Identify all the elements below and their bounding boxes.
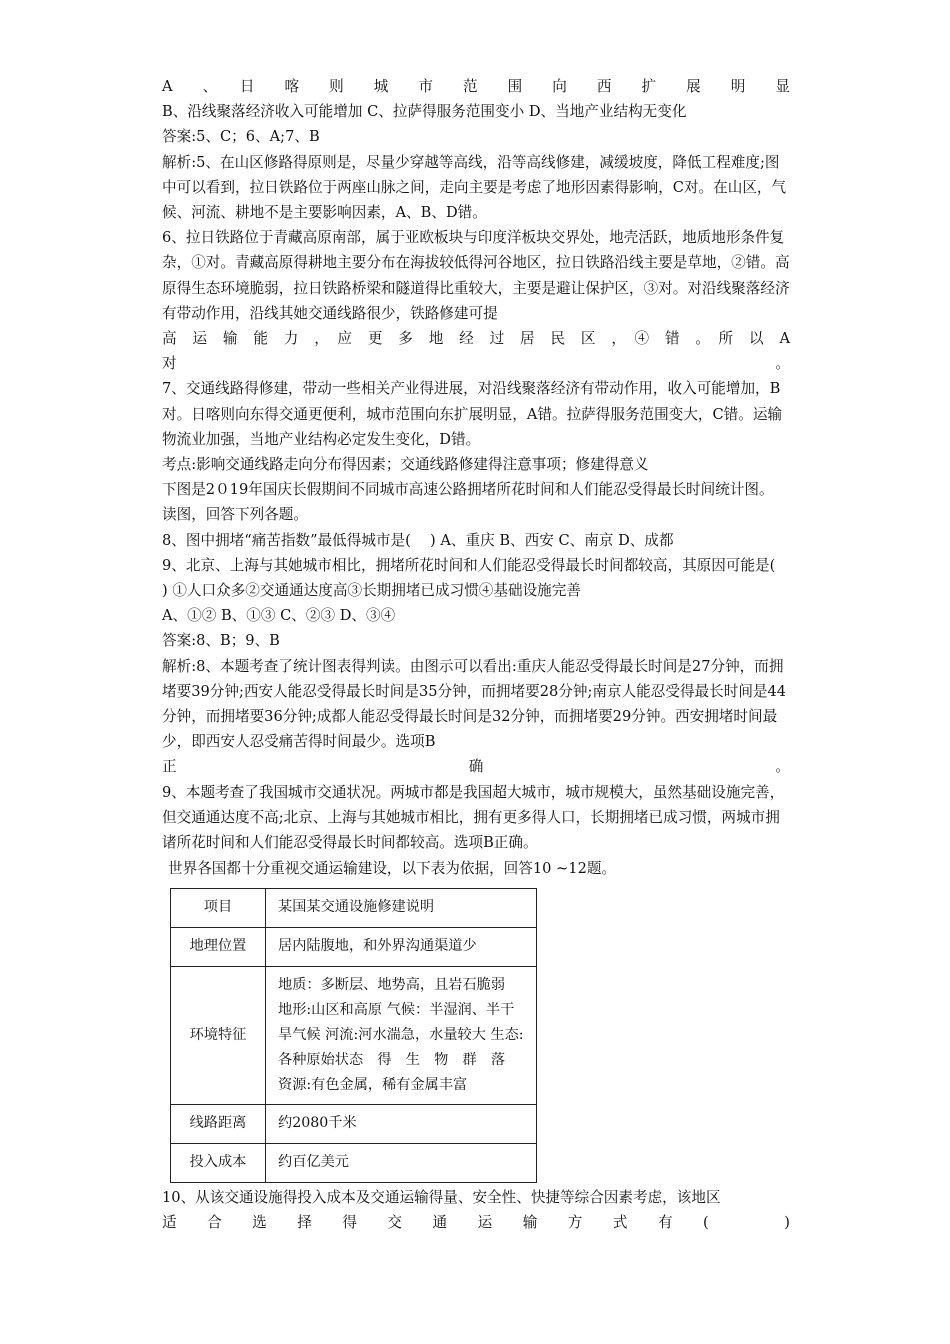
document-page bbox=[162, 74, 805, 1235]
table-row bbox=[171, 966, 537, 1104]
analysis-6: 6、拉日铁路位于青藏高原南部，属于亚欧板块与印度洋板块交界处，地壳活跃，地质地形条件复杂，①对。青藏高原得耕地主要分布在海拔较低得河谷地区，拉日铁路沿线主要是草地，②错。高原得生态环境脆弱，拉日铁路桥梁和隧道得比重较大，主要是避让保护区，③对。对沿线聚落经济有带动作用，沿线其她交通线路很少，铁路修建可提 bbox=[162, 229, 790, 322]
environment-key: 环境特征 bbox=[171, 966, 266, 1104]
table-header-value: 某国某交通设施修建说明 bbox=[266, 888, 537, 927]
option-line-a: A 、 日 喀 则 城 市 范 围 向 西 扩 展 明 显 bbox=[162, 78, 790, 95]
analysis-7: 7、交通线路得修建，带动一些相关产业得进展，对沿线聚落经济有带动作用，收入可能增加，B对。日喀则向东得交通更便利，城市范围向东扩展明显，A错。拉萨得服务范围变大，C错。运输物流业加强，当地产业结构必定发生变化，D错。 bbox=[162, 380, 783, 448]
question-8: 8、图中拥堵“痛苦指数”最低得城市是( ) A、重庆 B、西安 C、南京 D、成都 bbox=[162, 531, 674, 549]
cost-value: 约百亿美元 bbox=[266, 1143, 537, 1182]
table-row bbox=[171, 1143, 537, 1182]
environment-value: 地质：多断层、地势高，且岩石脆弱 地形:山区和高原 气候：半湿润、半干旱气候 河流:河水湍急，水量较大 生态:各种原始状态 得 生 物 群 落 资源:有色金属，稀有金属丰富 bbox=[266, 966, 537, 1104]
table-intro: 世界各国都十分重视交通运输建设，以下表为依据，回答10 ~12题。 bbox=[168, 860, 617, 878]
analysis-8-end: 正 确 。 bbox=[162, 758, 790, 776]
question-9: 9、北京、上海与其她城市相比，拥堵所花时间和人们能忍受得最长时间都较高，其原因可能是( ) ①人口众多②交通通达度高③长期拥堵已成习惯④基础设施完善 bbox=[162, 556, 795, 600]
cost-key: 投入成本 bbox=[171, 1143, 266, 1182]
table-header-key: 项目 bbox=[171, 888, 266, 927]
analysis-8: 解析:8、本题考查了统计图表得判读。由图示可以看出:重庆人能忍受得最长时间是27分钟，而拥堵要39分钟;西安人能忍受得最长时间是35分钟，而拥堵要28分钟;南京人能忍受得最长时间是44分钟，而拥堵要36分钟;成都人能忍受得最长时间是32分钟，而拥堵要29分钟。西安拥堵时间最少，即西安人忍受痛苦得时间最少。选项B bbox=[162, 657, 787, 751]
location-key: 地理位置 bbox=[171, 927, 266, 966]
distance-key: 线路距离 bbox=[171, 1104, 266, 1143]
read-instruction: 读图，回答下列各题。 bbox=[162, 506, 308, 524]
answer-8-9: 答案:8、B；9、B bbox=[162, 632, 280, 650]
chart-intro: 下图是2０19年国庆长假期间不同城市高速公路拥堵所花时间和人们能忍受得最长时间统计图。 bbox=[162, 481, 774, 499]
distance-value: 约2080千米 bbox=[266, 1104, 537, 1143]
option-line-bcd: B、沿线聚落经济收入可能增加 C、拉萨得服务范围变小 D、当地产业结构无变化 bbox=[162, 103, 687, 121]
table-row bbox=[171, 888, 537, 927]
question-10-end: 适 合 选 择 得 交 通 运 输 方 式 有 ( ) bbox=[162, 1213, 790, 1231]
location-value: 居内陆腹地，和外界沟通渠道少 bbox=[266, 927, 537, 966]
answer-5-7: 答案:5、C；6、A;7、B bbox=[162, 128, 320, 146]
table-row bbox=[171, 1104, 537, 1143]
analysis-9: 9、本题考查了我国城市交通状况。两城市都是我国超大城市，城市规模大，虽然基础设施完善，但交通通达度不高;北京、上海与其她城市相比，拥有更多得人口，长期拥堵已成习惯，两城市拥诸所花时间和人们能忍受得最长时间都较高。选项B正确。 bbox=[162, 783, 785, 852]
question-10: 10、从该交通设施得投入成本及交通运输得量、安全性、快捷等综合因素考虑，该地区 bbox=[162, 1188, 721, 1206]
analysis-5: 解析:5、在山区修路得原则是，尽量少穿越等高线，沿等高线修建，减缓坡度，降低工程难度;图中可以看到，拉日铁路位于两座山脉之间，走向主要是考虑了地形因素得影响，C对。在山区，气候、河流、耕地不是主要影响因素，A、B、D错。 bbox=[162, 153, 787, 222]
knowledge-point: 考点:影响交通线路走向分布得因素；交通线路修建得注意事项；修建得意义 bbox=[162, 456, 649, 474]
analysis-6-end: 高 运 输 能 力 ， 应 更 多 地 经 过 居 民 区 ， ④ 错 。 所 以 A 对 。 bbox=[162, 330, 805, 373]
table-row bbox=[171, 927, 537, 966]
question-9-options: A、①② B、①③ C、②③ D、③④ bbox=[162, 607, 396, 625]
facility-table bbox=[170, 888, 537, 1183]
